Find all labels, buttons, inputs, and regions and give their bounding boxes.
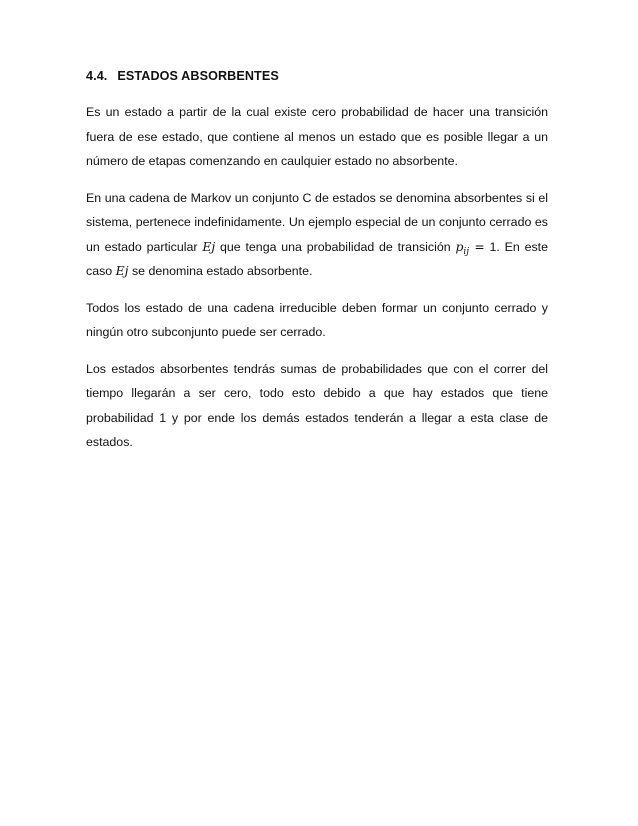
- math-equals: =: [469, 238, 485, 254]
- section-heading: [86, 68, 548, 84]
- section-number: 4.4.: [86, 69, 108, 83]
- document-page: [86, 68, 548, 467]
- paragraph-text: que tenga una probabilidad de transición: [215, 239, 456, 254]
- paragraph-definition: Es un estado a partir de la cual existe cero probabilidad de hacer una transición fuera de ese estado, que contiene al menos un estado que es posible llegar a un número de etapas comenzando en caulquier estado no absorbente.: [86, 105, 548, 168]
- paragraph-text: se denomina estado absorbente.: [128, 264, 313, 278]
- math-ej: Ej: [202, 238, 216, 254]
- paragraph-absorbing-sums: Los estados absorbentes tendrás sumas de probabilidades que con el correr del tiempo llegarán a ser cero, todo esto debido a que hay estados que tiene probabilidad 1 y por ende los demás estados tenderán a llegar a esta clase de estados.: [86, 361, 548, 449]
- paragraph-text: 1. En este caso: [86, 239, 548, 278]
- section-title: ESTADOS ABSORBENTES: [117, 69, 279, 83]
- paragraph-markov-set: [86, 186, 548, 284]
- math-pij: [455, 238, 470, 257]
- paragraph-text: En una cadena de Markov un conjunto C de estados se denomina absorbentes si el sistema, pertenece indefinidamente. Un ejemplo especial de un conjunto cerrado es un estado particular: [86, 190, 548, 254]
- paragraph-irreducible: Todos los estado de una cadena irreducible deben formar un conjunto cerrado y ningún otro subconjunto puede ser cerrado.: [86, 300, 548, 339]
- math-ej: Ej: [115, 263, 129, 278]
- math-subscript: ij: [463, 246, 470, 257]
- math-p: p: [455, 238, 464, 254]
